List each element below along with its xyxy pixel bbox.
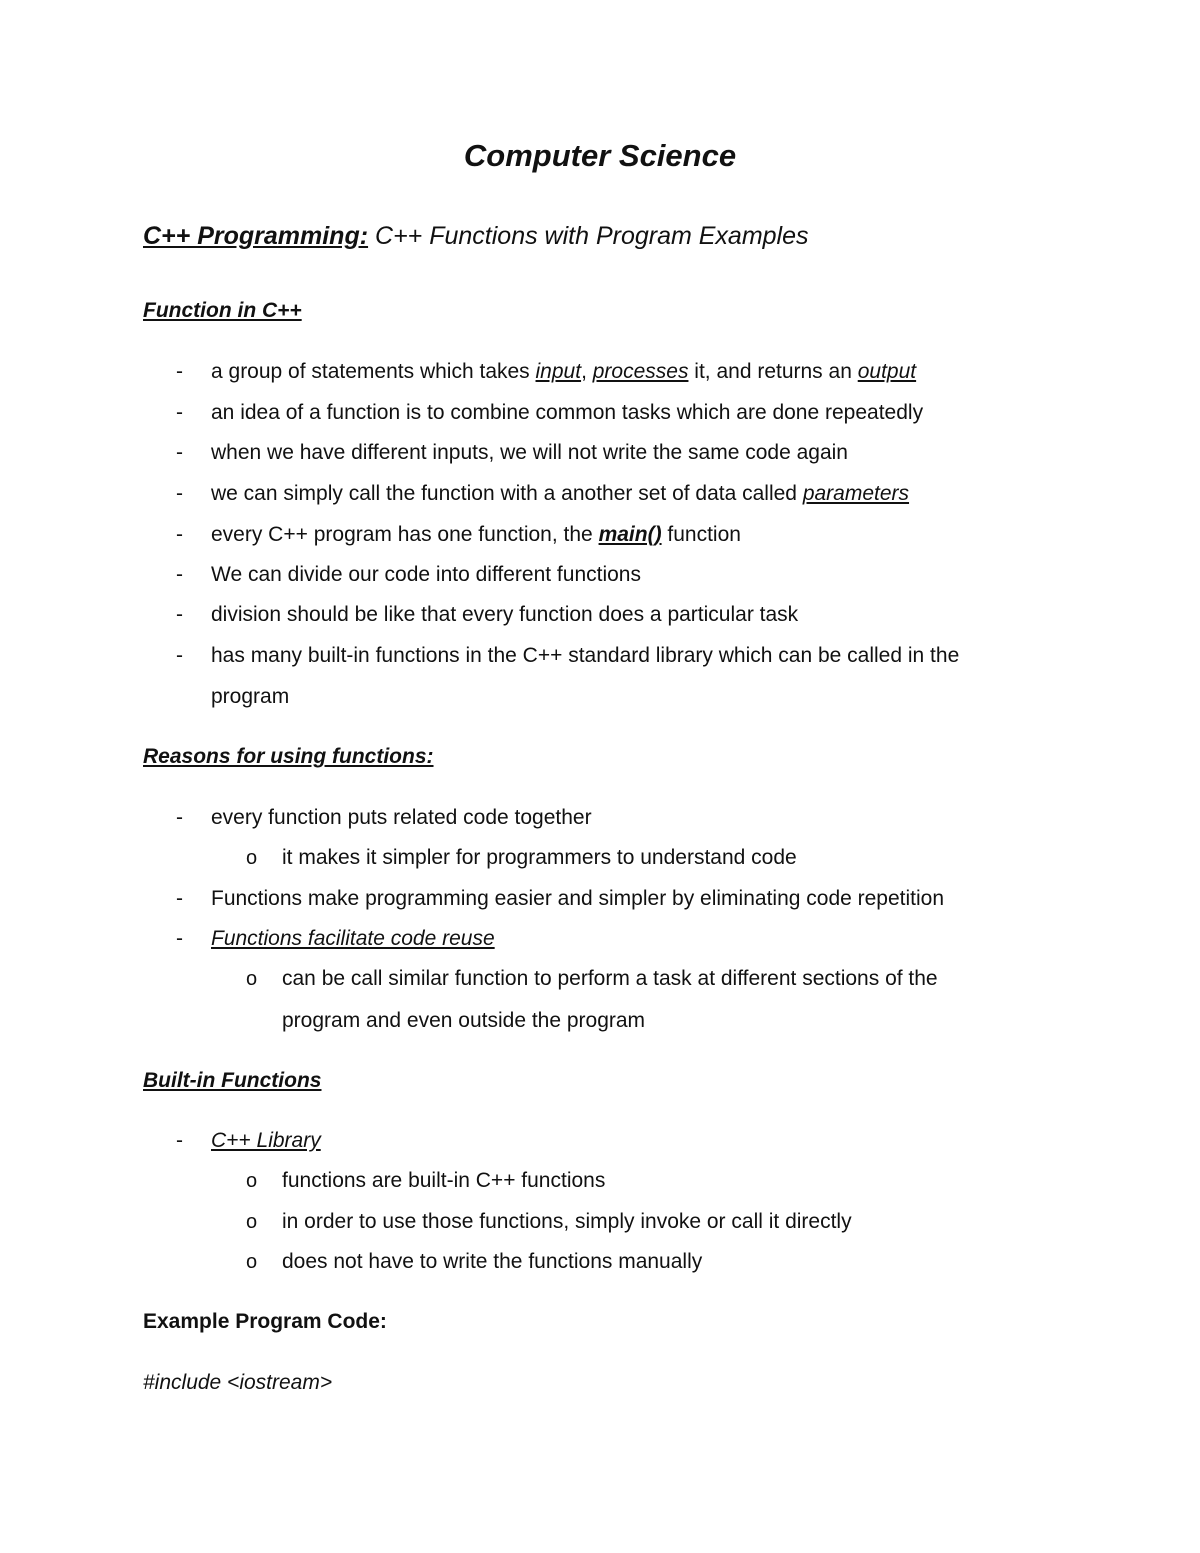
sub-marker: o xyxy=(246,1170,258,1192)
dash-marker: - xyxy=(176,644,183,667)
subtitle-lead: C++ Programming: xyxy=(143,222,369,250)
term-input: input xyxy=(535,360,582,383)
sub-marker: o xyxy=(246,1211,258,1233)
sub-marker: o xyxy=(246,968,258,990)
section-heading-reasons: Reasons for using functions: xyxy=(143,745,434,768)
dash-marker: - xyxy=(176,482,183,505)
dash-marker: - xyxy=(176,887,183,910)
list-item: We can divide our code into different functions xyxy=(211,563,641,586)
list-item: C++ Library xyxy=(211,1129,321,1152)
sub-list-item: can be call similar function to perform a task at different sections of the xyxy=(282,967,938,990)
list-item: a group of statements which takes input, processes it, and returns an output xyxy=(211,360,917,383)
dash-marker: - xyxy=(176,563,183,586)
dash-marker: - xyxy=(176,441,183,464)
sub-list-item: functions are built-in C++ functions xyxy=(282,1169,606,1192)
list-item: Functions make programming easier and simpler by eliminating code repetition xyxy=(211,887,945,910)
term-parameters: parameters xyxy=(802,482,910,505)
sub-list-item: it makes it simpler for programmers to understand code xyxy=(282,846,797,869)
dash-marker: - xyxy=(176,927,183,950)
subtitle xyxy=(143,222,809,251)
list-item: Functions facilitate code reuse xyxy=(211,927,495,950)
code-line: #include <iostream> xyxy=(143,1371,333,1394)
sub-list-item: in order to use those functions, simply invoke or call it directly xyxy=(282,1210,852,1233)
dash-marker: - xyxy=(176,806,183,829)
list-item: has many built-in functions in the C++ standard library which can be called in the xyxy=(211,644,960,667)
sub-marker: o xyxy=(246,847,258,869)
term-output: output xyxy=(857,360,917,383)
list-item: every function puts related code together xyxy=(211,806,592,829)
section-heading-example: Example Program Code: xyxy=(143,1310,387,1333)
list-item-continuation: program xyxy=(211,685,290,708)
section-heading-builtin: Built-in Functions xyxy=(143,1069,322,1092)
dash-marker: - xyxy=(176,360,183,383)
list-item: we can simply call the function with a another set of data called parameters xyxy=(211,482,910,505)
list-item: every C++ program has one function, the main() function xyxy=(211,523,741,546)
subtitle-rest: C++ Functions with Program Examples xyxy=(368,222,809,250)
page-title: Computer Science xyxy=(463,138,737,173)
list-item: division should be like that every function does a particular task xyxy=(211,603,799,626)
term-main: main() xyxy=(598,523,662,546)
sub-list-item: does not have to write the functions manually xyxy=(282,1250,703,1273)
dash-marker: - xyxy=(176,523,183,546)
dash-marker: - xyxy=(176,603,183,626)
list-item: when we have different inputs, we will not write the same code again xyxy=(211,441,848,464)
dash-marker: - xyxy=(176,401,183,424)
dash-marker: - xyxy=(176,1129,183,1152)
section-heading-function: Function in C++ xyxy=(143,299,302,322)
term-processes: processes xyxy=(592,360,689,383)
list-item: an idea of a function is to combine common tasks which are done repeatedly xyxy=(211,401,924,424)
sub-list-item-continuation: program and even outside the program xyxy=(282,1009,646,1032)
sub-marker: o xyxy=(246,1251,258,1273)
